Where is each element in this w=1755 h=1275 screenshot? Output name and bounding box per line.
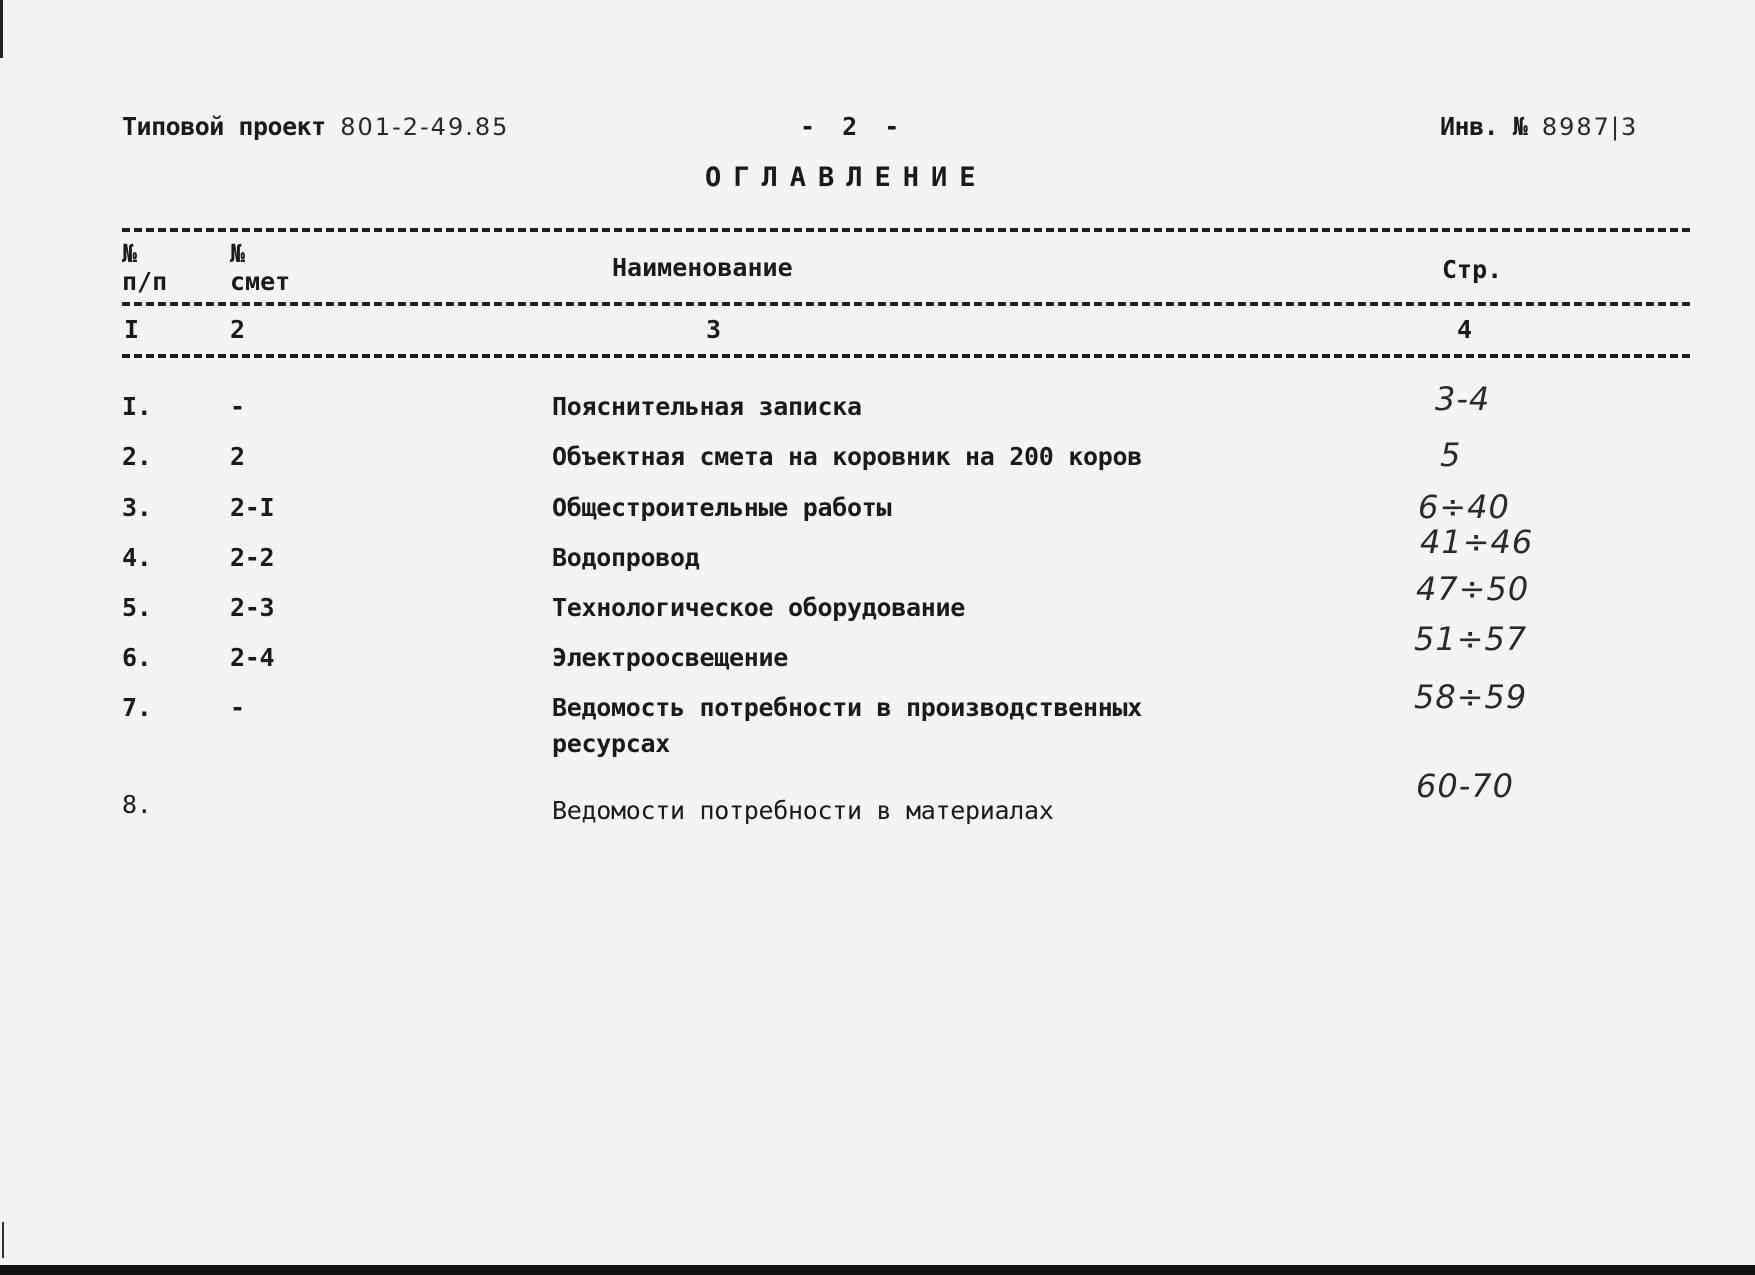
inventory-number: 8987|3 xyxy=(1541,113,1639,141)
row-estimate: - xyxy=(230,693,245,722)
row-name: Водопровод xyxy=(552,543,700,572)
row-name: Технологическое оборудование xyxy=(552,593,966,622)
column-number-1: I xyxy=(124,315,140,344)
row-name: Общестроительные работы xyxy=(552,493,892,522)
row-number: 5. xyxy=(122,593,152,622)
row-name xyxy=(552,690,1192,762)
scan-edge-mark xyxy=(2,1222,4,1258)
row-name: Электроосвещение xyxy=(552,643,789,672)
table-rule-numbers xyxy=(122,354,1690,358)
project-label: Типовой проект xyxy=(122,112,326,141)
column-number-4: 4 xyxy=(1457,315,1473,344)
row-number: 3. xyxy=(122,493,152,522)
row-estimate: 2 xyxy=(230,442,245,471)
row-pages: 60-70 xyxy=(1416,767,1514,805)
row-pages: 58÷59 xyxy=(1414,678,1528,716)
row-pages: 51÷57 xyxy=(1414,620,1528,658)
row-estimate: 2-4 xyxy=(230,643,275,672)
row-pages: 5 xyxy=(1440,436,1462,474)
row-name-line: ресурсах xyxy=(552,729,671,758)
header-col-estimate-symbol: № xyxy=(230,239,246,268)
row-name: Объектная смета на коровник на 200 коров xyxy=(552,442,1143,471)
row-name: Ведомости потребности в материалах xyxy=(552,796,1054,825)
header-col-number-symbol: № xyxy=(122,239,138,268)
column-number-2: 2 xyxy=(230,315,246,344)
header-col-estimate-label: смет xyxy=(230,267,291,296)
row-number: I. xyxy=(122,392,152,421)
row-estimate: 2-3 xyxy=(230,593,275,622)
document-header-right xyxy=(1440,112,1638,141)
page-number: - 2 - xyxy=(800,112,906,141)
row-estimate: 2-2 xyxy=(230,543,275,572)
table-rule-top xyxy=(122,228,1690,232)
inventory-label: Инв. № xyxy=(1440,112,1528,141)
project-code: 801-2-49.85 xyxy=(340,113,510,141)
row-name-line: Ведомость потребности в производственных xyxy=(552,693,1143,722)
page-title: ОГЛАВЛЕНИЕ xyxy=(705,162,988,193)
scan-edge-mark xyxy=(0,0,3,58)
row-estimate: - xyxy=(230,392,245,421)
column-number-3: 3 xyxy=(706,315,722,344)
header-col-number-label: п/п xyxy=(122,267,168,296)
row-number: 6. xyxy=(122,643,152,672)
row-pages: 6÷40 xyxy=(1418,488,1510,526)
row-number: 2. xyxy=(122,442,152,471)
header-col-page: Стр. xyxy=(1442,255,1503,284)
scan-bottom-edge xyxy=(0,1265,1755,1275)
row-pages: 47÷50 xyxy=(1416,570,1530,608)
document-header-left xyxy=(122,112,509,141)
row-number: 7. xyxy=(122,693,152,722)
table-rule-header xyxy=(122,302,1690,306)
header-col-estimate xyxy=(230,240,290,296)
header-col-name: Наименование xyxy=(612,253,793,282)
row-number: 8. xyxy=(122,790,152,819)
row-name: Пояснительная записка xyxy=(552,392,862,421)
row-pages: 41÷46 xyxy=(1420,523,1534,561)
row-number: 4. xyxy=(122,543,152,572)
row-estimate: 2-I xyxy=(230,493,275,522)
header-col-number xyxy=(122,240,167,296)
row-pages: 3-4 xyxy=(1435,380,1491,418)
